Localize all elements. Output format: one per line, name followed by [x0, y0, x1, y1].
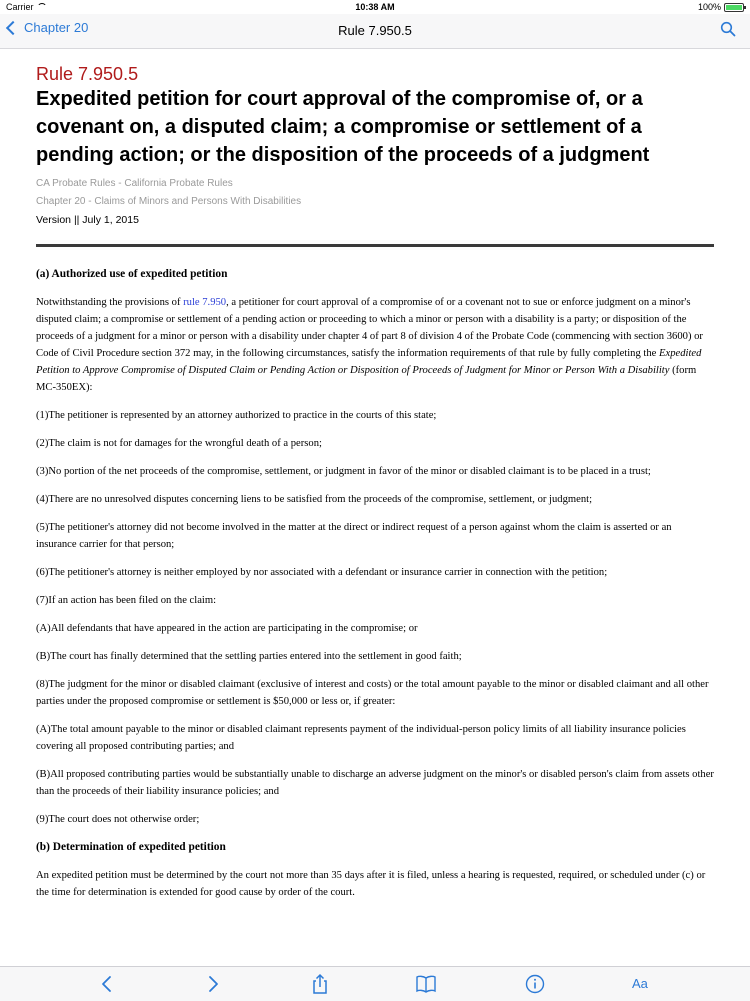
source-line-1: CA Probate Rules - California Probate Rules [36, 178, 233, 189]
rule-title: Expedited petition for court approval of the compromise of, or a covenant on, a disputed claim; a compromise or settlement of a pending action; or the disposition of the proceeds of a judgment [36, 88, 650, 166]
list-item: (9)The court does not otherwise order; [36, 814, 200, 825]
chevron-right-icon[interactable] [202, 973, 224, 995]
chevron-left-icon[interactable] [96, 973, 118, 995]
section-heading-b: (b) Determination of expedited petition [36, 841, 226, 853]
section-heading-a: (a) Authorized use of expedited petition [36, 268, 228, 280]
rule-link[interactable]: rule 7.950 [183, 297, 227, 308]
list-item: (5)The petitioner's attorney did not become involved in the matter at the direct or indirect request of a person against whom the claim is asserted or an insurance carrier for that person; [36, 522, 672, 550]
search-icon[interactable] [720, 21, 736, 37]
rule-content [36, 60, 714, 901]
battery-percent: 100% [697, 2, 721, 12]
back-label: Chapter 20 [24, 20, 89, 35]
rule-body [36, 266, 714, 901]
list-item: (7)If an action has been filed on the claim: [36, 595, 217, 606]
bottom-toolbar [0, 966, 750, 1001]
carrier-label: Carrier [6, 2, 46, 12]
list-item: (A)The total amount payable to the minor or disabled claimant represents payment of the individual-person policy limits of all liability insurance policies covering all proposed contributing parties; and [36, 724, 686, 752]
list-item: (2)The claim is not for damages for the wrongful death of a person; [36, 438, 322, 449]
rule-source [36, 175, 714, 211]
info-icon[interactable] [524, 973, 546, 995]
book-icon[interactable] [415, 973, 437, 995]
intro-paragraph: Notwithstanding the provisions of rule 7.950, a petitioner for court approval of a compromise of or a covenant not to sue or enforce judgment on a minor's disputed claim; a compromise or settlement of a pending action or proceeding to which a minor or person with a disability is a party; or disposition of the proceeds of a judgment for a minor or person with a disability under chapter 4 of part 8 of division 4 of the Probate Code (commencing with section 3600) or Code of Civil Procedure section 372 may, in the following circumstances, satisfy the information requirements of that rule by fully completing the Expedited Petition to Approve Compromise of Disputed Claim or Pending Action or Disposition of Proceeds of Judgment for Minor or Person With a Disability (form MC-350EX): [36, 297, 703, 393]
divider [36, 244, 714, 247]
status-bar [0, 0, 750, 14]
paragraph-b: An expedited petition must be determined by the court not more than 35 days after it is filed, unless a hearing is requested, required, or scheduled under (c) or the time for determination is extended for good cause by order of the court. [36, 870, 706, 898]
list-item: (3)No portion of the net proceeds of the compromise, settlement, or judgment in favor of the minor or disabled claimant is to be placed in a trust; [36, 466, 651, 477]
list-item: (B)All proposed contributing parties would be substantially unable to discharge an adverse judgment on the minor's or disabled person's claim from assets other than the proceeds of their liability insurance policies; and [36, 769, 714, 797]
form-title: Expedited Petition to Approve Compromise of Disputed Claim or Pending Action or Disposition of Proceeds of Judgment for Minor or Person With a Disability [36, 348, 702, 376]
list-item: (1)The petitioner is represented by an attorney authorized to practice in the courts of this state; [36, 410, 437, 421]
navigation-bar [0, 14, 750, 49]
source-line-2: Chapter 20 - Claims of Minors and Persons With Disabilities [36, 196, 302, 207]
nav-title: Rule 7.950.5 [338, 23, 412, 38]
rule-number: Rule 7.950.5 [36, 64, 139, 84]
list-item: (8)The judgment for the minor or disabled claimant (exclusive of interest and costs) or the total amount payable to the minor or disabled claimant and all other parties under the proposed compromise or settlement is $50,000 or less or, if greater: [36, 679, 709, 707]
battery-icon [724, 3, 744, 12]
list-item: (B)The court has finally determined that the settling parties entered into the settlement in good faith; [36, 651, 462, 662]
list-item: (A)All defendants that have appeared in the action are participating in the compromise; or [36, 623, 418, 634]
battery-status [698, 2, 744, 12]
status-time: 10:38 AM [355, 2, 395, 12]
list-item: (6)The petitioner's attorney is neither employed by nor associated with a defendant or insurance carrier in connection with the petition; [36, 567, 608, 578]
list-item: (4)There are no unresolved disputes concerning liens to be satisfied from the proceeds of the compromise, settlement, or judgment; [36, 494, 593, 505]
share-icon[interactable] [309, 973, 331, 995]
font-size-button[interactable]: Aa [632, 976, 648, 991]
rule-version: Version || July 1, 2015 [36, 214, 139, 226]
